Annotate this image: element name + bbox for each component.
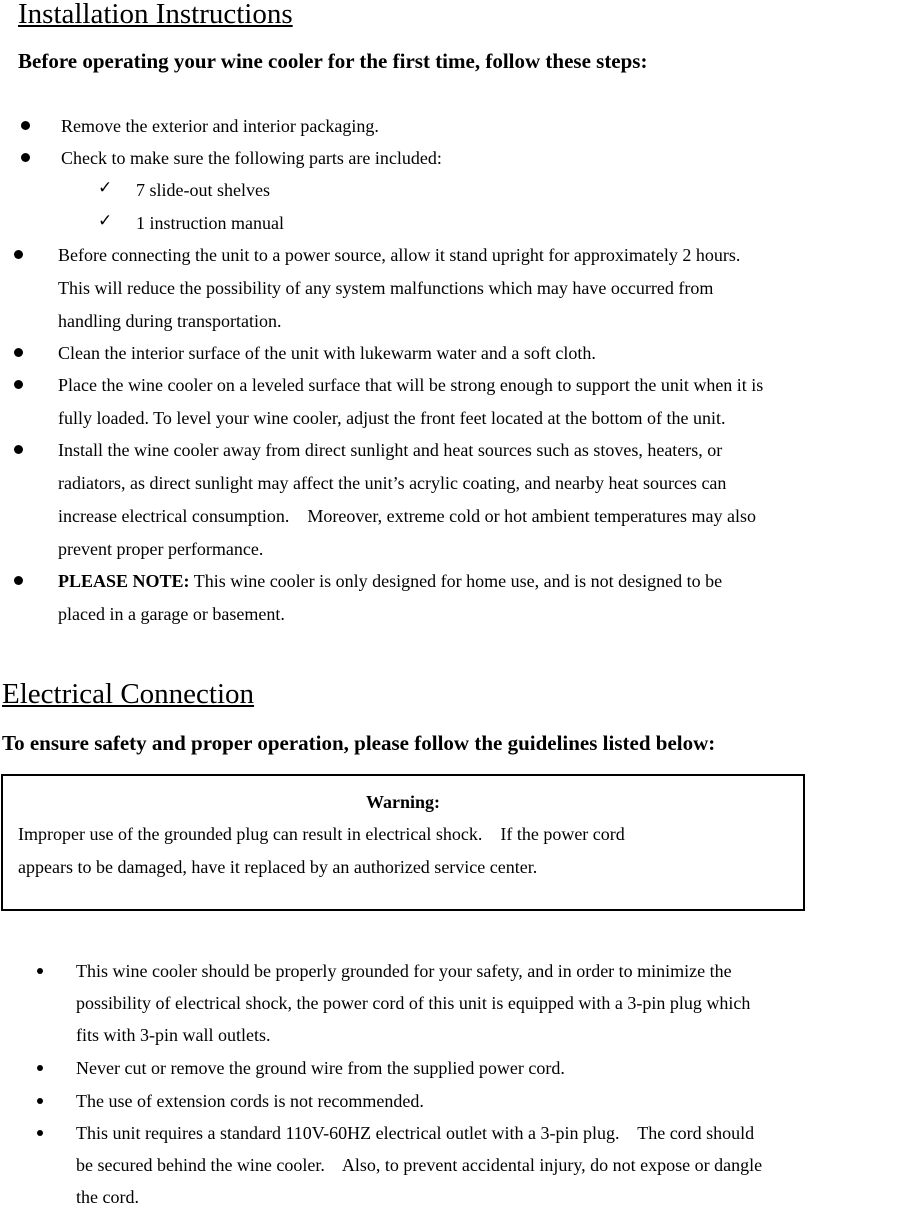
list-item-line: increase electrical consumption. Moreover, extreme cold or hot ambient temperatures may also bbox=[58, 506, 757, 526]
warning-box bbox=[1, 774, 805, 911]
bullet-icon bbox=[21, 153, 30, 162]
checklist-item: 7 slide-out shelves bbox=[136, 180, 270, 200]
bullet-icon bbox=[37, 968, 43, 974]
list-item-line: handling during transportation. bbox=[58, 311, 282, 331]
list-item: Check to make sure the following parts are included: bbox=[61, 148, 442, 168]
list-item: Clean the interior surface of the unit with lukewarm water and a soft cloth. bbox=[58, 343, 596, 363]
bullet-icon bbox=[14, 445, 23, 454]
checkmark-icon: ✓ bbox=[98, 178, 113, 198]
list-item-line: fits with 3-pin wall outlets. bbox=[76, 1025, 271, 1045]
bullet-icon bbox=[14, 250, 23, 259]
bullet-icon bbox=[14, 576, 23, 585]
list-item-line: possibility of electrical shock, the power cord of this unit is equipped with a 3-pin plug which bbox=[76, 993, 751, 1013]
list-item-line: be secured behind the wine cooler. Also, to prevent accidental injury, do not expose or dangle bbox=[76, 1155, 763, 1175]
list-item-line: This will reduce the possibility of any system malfunctions which may have occurred from bbox=[58, 278, 714, 298]
bullet-icon bbox=[21, 121, 30, 130]
bullet-icon bbox=[37, 1130, 43, 1136]
list-item-line: This unit requires a standard 110V-60HZ electrical outlet with a 3-pin plug. The cord should bbox=[76, 1123, 755, 1143]
list-item: Never cut or remove the ground wire from the supplied power cord. bbox=[76, 1058, 565, 1078]
checklist-item: 1 instruction manual bbox=[136, 213, 284, 233]
electrical-heading: Electrical Connection bbox=[2, 678, 255, 710]
list-item-line: radiators, as direct sunlight may affect the unit’s acrylic coating, and nearby heat sources can bbox=[58, 473, 727, 493]
list-item-line: prevent proper performance. bbox=[58, 539, 264, 559]
list-item-line: fully loaded. To level your wine cooler, adjust the front feet located at the bottom of the unit. bbox=[58, 408, 726, 428]
list-item-line: Install the wine cooler away from direct sunlight and heat sources such as stoves, heaters, or bbox=[58, 440, 723, 460]
list-item-line: Place the wine cooler on a leveled surface that will be strong enough to support the unit when it is bbox=[58, 375, 764, 395]
bullet-icon bbox=[14, 348, 23, 357]
warning-text-line: appears to be damaged, have it replaced by an authorized service center. bbox=[18, 857, 538, 877]
electrical-subheading: To ensure safety and proper operation, please follow the guidelines listed below: bbox=[2, 731, 716, 755]
checkmark-icon: ✓ bbox=[98, 211, 113, 231]
bullet-icon bbox=[37, 1098, 43, 1104]
warning-text-line: Improper use of the grounded plug can result in electrical shock. If the power cord bbox=[18, 824, 625, 844]
list-item-line: Before connecting the unit to a power source, allow it stand upright for approximately 2 hours. bbox=[58, 245, 741, 265]
note-text: This wine cooler is only designed for home use, and is not designed to be bbox=[189, 571, 723, 591]
note-label: PLEASE NOTE: bbox=[58, 571, 190, 591]
list-item: Remove the exterior and interior packaging. bbox=[61, 116, 379, 136]
note-line: placed in a garage or basement. bbox=[58, 604, 285, 624]
note-line bbox=[58, 572, 722, 590]
warning-title: Warning: bbox=[365, 792, 440, 812]
installation-subheading: Before operating your wine cooler for the first time, follow these steps: bbox=[18, 49, 648, 73]
bullet-icon bbox=[37, 1065, 43, 1071]
list-item-line: This wine cooler should be properly grounded for your safety, and in order to minimize the bbox=[76, 961, 732, 981]
bullet-icon bbox=[14, 380, 23, 389]
list-item-line: the cord. bbox=[76, 1187, 139, 1207]
list-item: The use of extension cords is not recommended. bbox=[76, 1091, 424, 1111]
installation-heading: Installation Instructions bbox=[18, 0, 293, 30]
